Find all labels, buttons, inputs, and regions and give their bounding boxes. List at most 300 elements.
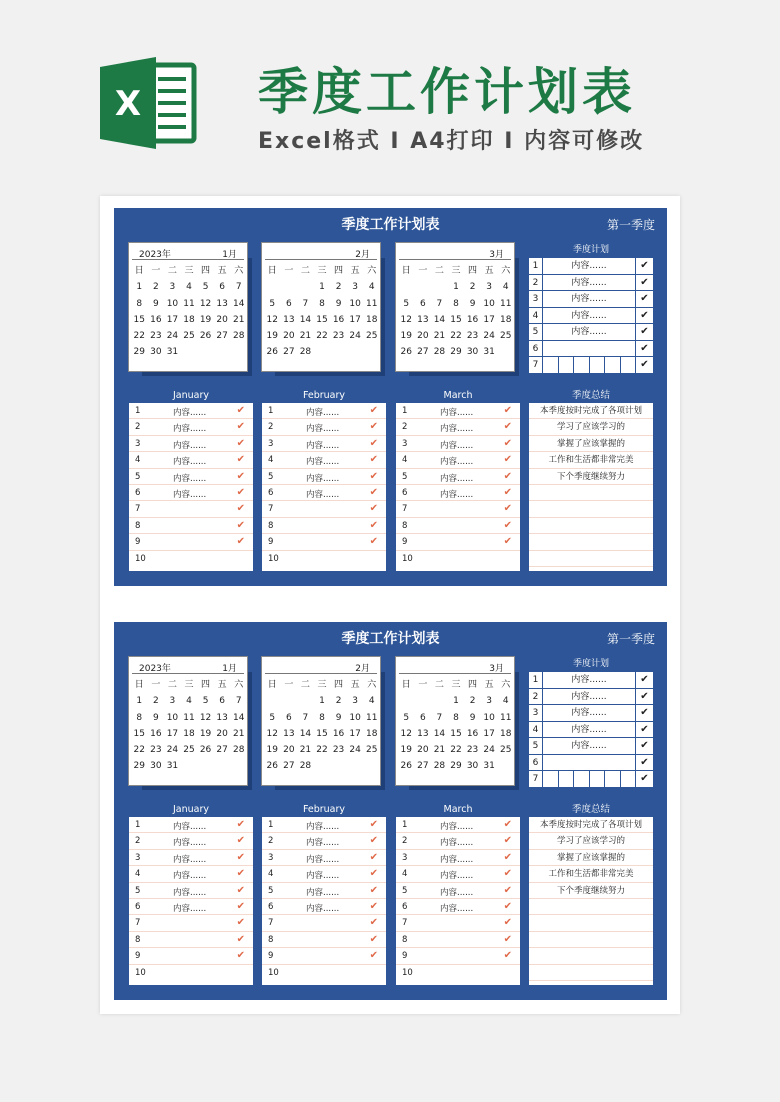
- task-number: 2: [402, 422, 408, 433]
- calendar-day: 26: [266, 347, 278, 358]
- task-text: 内容......: [440, 457, 474, 468]
- calendar-day: 14: [232, 712, 245, 723]
- weekday-label: 三: [451, 266, 461, 276]
- check-icon: ✔: [503, 851, 512, 863]
- weekday-label: 五: [217, 266, 227, 276]
- summary-line: [529, 932, 653, 948]
- check-icon: ✔: [369, 503, 378, 515]
- calendar-day: 30: [466, 347, 479, 358]
- calendar-day: 2: [335, 282, 342, 293]
- calendar-month: 3月: [489, 250, 504, 260]
- plan-row: [529, 755, 653, 772]
- check-icon: ✔: [236, 519, 245, 531]
- weekday-label: 三: [184, 266, 194, 276]
- calendar-day: 13: [283, 728, 295, 739]
- check-icon: ✔: [635, 357, 653, 374]
- task-row: [396, 419, 520, 435]
- calendar-day: 6: [219, 696, 225, 707]
- weekday-label: 六: [501, 266, 511, 276]
- calendar-day: 11: [183, 298, 195, 309]
- weekday-label: 一: [418, 680, 428, 690]
- check-icon: ✔: [635, 672, 653, 688]
- weekday-label: 六: [367, 266, 377, 276]
- plan-row-number: 1: [529, 672, 543, 688]
- calendar-day: 9: [152, 712, 159, 723]
- check-icon: ✔: [369, 470, 378, 482]
- task-number: 5: [268, 885, 274, 896]
- plan-row-text: 内容......: [571, 724, 607, 735]
- task-row: [396, 899, 520, 915]
- task-row: [396, 485, 520, 501]
- calendar-day: 22: [133, 331, 145, 342]
- weekday-label: 一: [284, 266, 294, 276]
- calendar-day: 28: [232, 745, 245, 756]
- calendar-divider: [265, 259, 377, 260]
- quarter-plan-table: [528, 656, 654, 788]
- calendar-day: 28: [299, 761, 312, 772]
- task-number: 2: [268, 836, 274, 847]
- task-number: 9: [135, 537, 141, 548]
- weekday-label: 一: [151, 266, 161, 276]
- calendar-day: 23: [332, 745, 345, 756]
- task-row: [129, 932, 253, 948]
- plan-row-number: 7: [529, 771, 543, 788]
- check-icon: ✔: [236, 437, 245, 449]
- calendar-day: 12: [266, 314, 278, 325]
- calendar-day: 18: [365, 728, 378, 739]
- calendar-day: 1: [453, 282, 459, 293]
- calendar-day: 13: [417, 728, 429, 739]
- task-text: 内容......: [440, 424, 474, 435]
- check-icon: ✔: [236, 851, 245, 863]
- task-number: 7: [402, 918, 408, 929]
- plan-row-number: 2: [529, 275, 543, 291]
- summary-line: 掌握了应该掌握的: [529, 850, 653, 866]
- weekday-label: 五: [217, 680, 227, 690]
- check-icon: ✔: [236, 917, 245, 929]
- calendar-day: 3: [352, 696, 358, 707]
- calendar-day: 2: [469, 696, 476, 707]
- calendar-day: 23: [466, 745, 479, 756]
- task-number: 4: [268, 455, 274, 466]
- plan-row-number: 6: [529, 755, 543, 771]
- calendar-day: 29: [133, 347, 145, 358]
- task-row: [262, 419, 386, 435]
- weekday-label: 三: [317, 266, 327, 276]
- calendar-day: 31: [166, 347, 179, 358]
- check-icon: ✔: [236, 835, 245, 847]
- calendar-day: 17: [166, 314, 179, 325]
- task-text: 内容......: [440, 903, 474, 914]
- calendar-day: 18: [499, 314, 512, 325]
- calendar-day: 29: [133, 761, 145, 772]
- check-icon: ✔: [503, 950, 512, 962]
- task-number: 10: [402, 553, 413, 564]
- task-text: 内容......: [440, 489, 474, 500]
- summary-line: 本季度按时完成了各项计划: [529, 817, 653, 833]
- calendar-day: 24: [166, 331, 179, 342]
- task-number: 9: [268, 537, 274, 548]
- task-row: [129, 452, 253, 468]
- check-icon: ✔: [503, 421, 512, 433]
- check-icon: ✔: [369, 536, 378, 548]
- calendar-day: 19: [266, 745, 278, 756]
- task-row: [396, 866, 520, 882]
- check-icon: ✔: [369, 835, 378, 847]
- calendar-day: [363, 344, 380, 360]
- task-row: [396, 452, 520, 468]
- check-icon: ✔: [369, 900, 378, 912]
- task-number: 2: [135, 836, 141, 847]
- month-calendar: [261, 656, 385, 790]
- task-text: 内容......: [440, 854, 474, 865]
- calendar-month: 2月: [355, 250, 370, 260]
- task-row: [129, 419, 253, 435]
- month-list-title: February: [262, 803, 386, 817]
- check-icon: ✔: [236, 503, 245, 515]
- task-row: [262, 817, 386, 833]
- month-list-title: February: [262, 389, 386, 403]
- task-number: 8: [402, 934, 408, 945]
- check-icon: ✔: [369, 437, 378, 449]
- calendar-day: 14: [299, 728, 312, 739]
- task-number: 6: [135, 487, 141, 498]
- calendar-day: 7: [302, 298, 309, 309]
- calendar-day: [264, 279, 281, 295]
- calendar-day: [197, 344, 214, 360]
- quarter-label: 第一季度: [606, 218, 655, 232]
- task-row: [262, 850, 386, 866]
- plan-row-text: 内容......: [571, 675, 607, 685]
- calendar-year: 2023年: [139, 250, 171, 260]
- summary-line: [529, 485, 653, 501]
- calendar-card: [395, 656, 515, 786]
- check-icon: ✔: [369, 421, 378, 433]
- task-row: [129, 501, 253, 517]
- check-icon: ✔: [635, 755, 653, 771]
- task-number: 5: [135, 885, 141, 896]
- task-text: 内容......: [440, 408, 474, 418]
- task-row: [262, 948, 386, 964]
- task-row: [396, 469, 520, 485]
- calendar-month: 1月: [222, 250, 237, 260]
- task-row: [129, 850, 253, 866]
- month-task-list: [395, 802, 521, 986]
- task-number: 9: [268, 951, 274, 962]
- task-number: 2: [402, 836, 408, 847]
- calendar-day: 18: [499, 728, 512, 739]
- task-row: [262, 501, 386, 517]
- calendar-day: 30: [150, 347, 162, 358]
- task-number: 10: [268, 553, 279, 564]
- calendar-day: 16: [150, 728, 162, 739]
- task-number: 4: [268, 869, 274, 880]
- task-row: [129, 469, 253, 485]
- task-text: 内容......: [173, 473, 207, 484]
- task-number: 10: [135, 967, 146, 978]
- calendar-day: 10: [166, 712, 179, 723]
- plan-row: [529, 275, 653, 292]
- task-row: [262, 899, 386, 915]
- task-text: 内容......: [306, 871, 340, 882]
- check-icon: ✔: [503, 933, 512, 945]
- task-number: 6: [402, 901, 408, 912]
- plan-row-text: 内容......: [571, 708, 607, 718]
- calendar-day: 12: [400, 314, 412, 325]
- calendar-card: [395, 242, 515, 372]
- plan-row: [529, 308, 653, 325]
- task-row: [129, 518, 253, 534]
- task-number: 10: [135, 553, 146, 564]
- weekday-label: 四: [334, 680, 344, 690]
- calendar-day: 7: [436, 298, 443, 309]
- weekday-label: 一: [151, 680, 161, 690]
- task-row: [262, 485, 386, 501]
- calendar-day: 11: [499, 712, 512, 723]
- weekday-label: 四: [468, 266, 478, 276]
- task-text: 内容......: [306, 489, 340, 500]
- calendar-day: 8: [136, 298, 143, 309]
- task-row: [396, 518, 520, 534]
- plan-row-text: 内容......: [571, 294, 607, 304]
- weekday-label: 日: [267, 680, 277, 690]
- month-calendar: [395, 656, 519, 790]
- calendar-day: 4: [502, 282, 509, 293]
- calendar-day: 7: [436, 712, 443, 723]
- calendar-day: 19: [199, 314, 212, 325]
- calendar-day: [230, 758, 247, 774]
- month-task-list: [128, 802, 254, 986]
- calendar-day: 1: [136, 696, 143, 707]
- calendar-day: 22: [450, 331, 462, 342]
- calendar-day: 11: [365, 712, 378, 723]
- task-number: 7: [268, 504, 274, 515]
- calendar-day: 21: [299, 331, 312, 342]
- task-number: 10: [268, 967, 279, 978]
- calendar-day: [497, 344, 514, 360]
- weekday-label: 三: [184, 680, 194, 690]
- calendar-day: 28: [299, 347, 312, 358]
- calendar-day: 18: [183, 728, 195, 739]
- plan-row-number: 7: [529, 357, 543, 374]
- banner: [0, 0, 780, 190]
- calendar-day: 1: [319, 282, 325, 293]
- task-number: 3: [402, 852, 408, 863]
- calendar-day: 28: [232, 331, 245, 342]
- task-number: 1: [268, 820, 274, 830]
- task-text: 内容......: [173, 838, 207, 849]
- calendar-day: 20: [417, 745, 429, 756]
- summary-line: 学习了应该学习的: [529, 419, 653, 435]
- calendar-day: 19: [400, 331, 412, 342]
- task-row: [396, 534, 520, 550]
- month-list-title: March: [396, 389, 520, 403]
- task-row: [396, 403, 520, 419]
- month-task-list: [395, 388, 521, 572]
- summary-line: 掌握了应该掌握的: [529, 436, 653, 452]
- weekday-label: 日: [134, 680, 144, 690]
- task-row: [262, 551, 386, 567]
- calendar-day: [431, 279, 448, 295]
- check-icon: ✔: [503, 519, 512, 531]
- task-row: [262, 833, 386, 849]
- calendar-day: 25: [183, 331, 195, 342]
- plan-sheet: [114, 622, 667, 1000]
- svg-text:X: X: [114, 84, 142, 124]
- task-text: 内容......: [173, 457, 207, 468]
- check-icon: ✔: [503, 454, 512, 466]
- task-row: [129, 833, 253, 849]
- check-icon: ✔: [635, 291, 653, 307]
- calendar-day: [415, 279, 432, 295]
- check-icon: ✔: [635, 258, 653, 274]
- calendar-day: 3: [169, 282, 176, 293]
- calendar-day: 17: [166, 728, 179, 739]
- calendar-day: 24: [483, 745, 495, 756]
- summary-line: [529, 551, 653, 567]
- sheet-header: [114, 622, 667, 652]
- check-icon: ✔: [635, 771, 653, 788]
- task-row: [129, 436, 253, 452]
- plan-row-number: 3: [529, 291, 543, 307]
- calendar-day: 7: [235, 696, 242, 707]
- check-icon: ✔: [635, 324, 653, 340]
- calendar-day: 25: [499, 745, 512, 756]
- calendar-day: 25: [183, 745, 195, 756]
- task-text: 内容......: [440, 838, 474, 849]
- calendar-day: 29: [450, 761, 462, 772]
- calendar-divider: [132, 673, 244, 674]
- plan-row: [529, 291, 653, 308]
- calendar-day: 2: [152, 282, 159, 293]
- calendar-day: 23: [332, 331, 345, 342]
- calendar-day: [347, 344, 364, 360]
- calendar-day: 5: [269, 712, 276, 723]
- calendar-day: 20: [216, 728, 228, 739]
- calendar-day: 4: [186, 696, 192, 707]
- task-text: 内容......: [306, 887, 340, 898]
- calendar-day: 4: [368, 282, 375, 293]
- task-number: 8: [402, 520, 408, 531]
- check-icon: ✔: [369, 917, 378, 929]
- task-number: 9: [135, 951, 141, 962]
- calendar-day: 4: [186, 282, 192, 293]
- task-text: 内容......: [440, 871, 474, 882]
- task-row: [262, 518, 386, 534]
- calendar-day: 15: [316, 314, 328, 325]
- calendar-day: 10: [166, 298, 179, 309]
- task-text: 内容......: [173, 822, 207, 832]
- task-row: [396, 932, 520, 948]
- calendar-day: 3: [352, 282, 358, 293]
- plan-row-number: 1: [529, 258, 543, 274]
- calendar-day: 12: [400, 728, 412, 739]
- task-number: 1: [268, 406, 274, 416]
- check-icon: ✔: [236, 405, 245, 416]
- task-text: 内容......: [306, 822, 340, 832]
- task-number: 9: [402, 537, 408, 548]
- calendar-day: 9: [335, 298, 342, 309]
- calendar-day: 14: [433, 314, 446, 325]
- calendar-day: 12: [199, 712, 212, 723]
- calendar-day: 13: [417, 314, 429, 325]
- task-number: 10: [402, 967, 413, 978]
- calendar-day: [330, 344, 347, 360]
- plan-row-text: 内容......: [571, 741, 607, 751]
- calendar-day: 10: [349, 712, 361, 723]
- weekday-label: 日: [134, 266, 144, 276]
- check-icon: ✔: [503, 917, 512, 929]
- calendar-day: 20: [417, 331, 429, 342]
- task-number: 9: [402, 951, 408, 962]
- task-row: [396, 833, 520, 849]
- plan-row-number: 6: [529, 341, 543, 357]
- task-text: 内容......: [306, 440, 340, 451]
- calendar-day: 8: [453, 298, 459, 309]
- task-row: [129, 817, 253, 833]
- task-row: [262, 932, 386, 948]
- summary-line: [529, 899, 653, 915]
- quarter-summary: [528, 388, 654, 572]
- calendar-day: 19: [199, 728, 212, 739]
- task-text: 内容......: [440, 440, 474, 451]
- sheet-title: 季度工作计划表: [341, 631, 440, 647]
- plan-title: 季度计划: [529, 243, 653, 258]
- task-number: 4: [402, 455, 408, 466]
- sheet-header: [114, 208, 667, 238]
- calendar-day: 1: [319, 696, 325, 707]
- calendar-day: 13: [283, 314, 295, 325]
- calendar-day: 20: [216, 314, 228, 325]
- plan-empty-cells: [543, 771, 635, 788]
- month-list-title: January: [129, 389, 253, 403]
- summary-line: 学习了应该学习的: [529, 833, 653, 849]
- check-icon: ✔: [369, 950, 378, 962]
- task-number: 3: [135, 852, 141, 863]
- month-calendar: [261, 242, 385, 376]
- calendar-day: 3: [486, 282, 492, 293]
- calendar-day: 16: [150, 314, 162, 325]
- calendar-day: [398, 279, 415, 295]
- check-icon: ✔: [503, 884, 512, 896]
- calendar-day: 25: [365, 331, 378, 342]
- month-calendar: [395, 242, 519, 376]
- task-number: 6: [135, 901, 141, 912]
- task-number: 3: [135, 438, 141, 449]
- calendar-grid: [398, 677, 514, 775]
- plan-title: 季度计划: [529, 657, 653, 672]
- weekday-label: 四: [201, 266, 211, 276]
- calendar-day: 21: [232, 728, 245, 739]
- plan-row-number: 3: [529, 705, 543, 721]
- task-number: 8: [268, 520, 274, 531]
- task-row: [396, 551, 520, 567]
- task-text: 内容......: [306, 838, 340, 849]
- task-text: 内容......: [306, 854, 340, 865]
- calendar-day: 10: [483, 298, 495, 309]
- task-text: 内容......: [173, 489, 207, 500]
- plan-sheet: [114, 208, 667, 586]
- calendar-day: 12: [199, 298, 212, 309]
- quarter-label: 第一季度: [606, 632, 655, 646]
- calendar-day: 26: [400, 761, 412, 772]
- calendar-day: 24: [349, 745, 361, 756]
- summary-title: 季度总结: [529, 389, 653, 403]
- calendar-card: [128, 656, 248, 786]
- summary-line: [529, 965, 653, 981]
- calendar-day: 23: [466, 331, 479, 342]
- weekday-label: 二: [167, 680, 177, 690]
